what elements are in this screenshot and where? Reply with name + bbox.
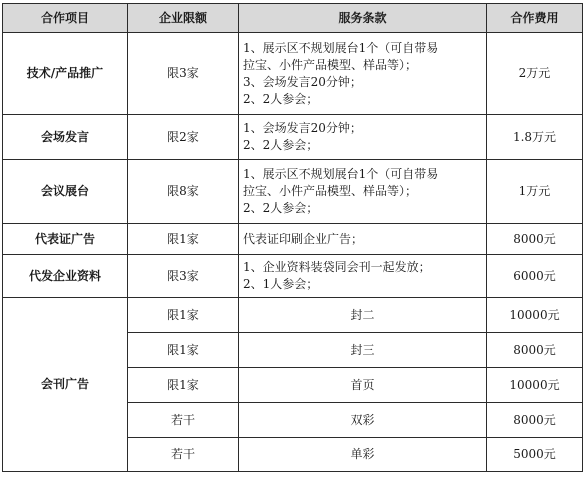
header-item: 合作项目 xyxy=(3,4,128,33)
row-fee: 1.8万元 xyxy=(487,115,583,160)
terms-line: 1、企业资料装袋同会刊一起发放； xyxy=(243,260,431,274)
terms-line: 2、2人参会； xyxy=(243,201,319,215)
table-row xyxy=(3,224,583,255)
header-fee: 合作费用 xyxy=(487,4,583,33)
row-terms: 首页 xyxy=(239,368,487,403)
row-terms xyxy=(239,115,487,160)
table-row xyxy=(3,160,583,224)
row-limit: 限1家 xyxy=(128,298,239,333)
row-item: 代发企业资料 xyxy=(3,255,128,298)
row-limit: 若干 xyxy=(128,438,239,472)
row-terms xyxy=(239,160,487,224)
row-fee: 10000元 xyxy=(487,368,583,403)
row-terms xyxy=(239,224,487,255)
row-limit: 限3家 xyxy=(128,33,239,115)
row-fee: 10000元 xyxy=(487,298,583,333)
row-limit: 限2家 xyxy=(128,115,239,160)
row-limit: 限8家 xyxy=(128,160,239,224)
terms-line: 拉宝、小件产品模型、样品等）； xyxy=(243,57,418,72)
row-limit: 若干 xyxy=(128,403,239,438)
header-terms: 服务条款 xyxy=(239,4,487,33)
row-item-huikan: 会刊广告 xyxy=(3,298,128,472)
row-terms: 双彩 xyxy=(239,403,487,438)
terms-line: 2、2人参会； xyxy=(243,138,319,152)
table-header-row xyxy=(3,4,583,33)
header-limit: 企业限额 xyxy=(128,4,239,33)
cooperation-table xyxy=(2,3,583,472)
row-fee: 5000元 xyxy=(487,438,583,472)
terms-line: 1、展示区不规划展台1个（可自带易 xyxy=(243,40,439,55)
row-fee: 8000元 xyxy=(487,333,583,368)
row-limit: 限1家 xyxy=(128,333,239,368)
terms-line: 1、展示区不规划展台1个（可自带易 xyxy=(243,167,439,181)
table-row xyxy=(3,298,583,333)
table-row xyxy=(3,115,583,160)
row-item: 会议展台 xyxy=(3,160,128,224)
row-terms xyxy=(239,33,487,115)
row-fee: 1万元 xyxy=(487,160,583,224)
terms-line: 代表证印刷企业广告； xyxy=(243,231,364,246)
row-fee: 8000元 xyxy=(487,224,583,255)
row-terms: 封三 xyxy=(239,333,487,368)
terms-line: 2、1人参会； xyxy=(243,277,319,291)
row-terms: 封二 xyxy=(239,298,487,333)
table-row xyxy=(3,33,583,115)
terms-line: 3、会场发言20分钟； xyxy=(243,74,362,89)
terms-line: 拉宝、小件产品模型、样品等）； xyxy=(243,184,418,198)
row-item: 技术/产品推广 xyxy=(3,33,128,115)
terms-line: 2、2人参会； xyxy=(243,91,319,106)
row-fee: 6000元 xyxy=(487,255,583,298)
row-terms: 单彩 xyxy=(239,438,487,472)
table-row xyxy=(3,255,583,298)
row-limit: 限3家 xyxy=(128,255,239,298)
terms-line: 1、会场发言20分钟； xyxy=(243,121,362,135)
row-item: 会场发言 xyxy=(3,115,128,160)
row-item: 代表证广告 xyxy=(3,224,128,255)
row-fee: 8000元 xyxy=(487,403,583,438)
row-limit: 限1家 xyxy=(128,368,239,403)
row-terms xyxy=(239,255,487,298)
row-limit: 限1家 xyxy=(128,224,239,255)
row-fee: 2万元 xyxy=(487,33,583,115)
